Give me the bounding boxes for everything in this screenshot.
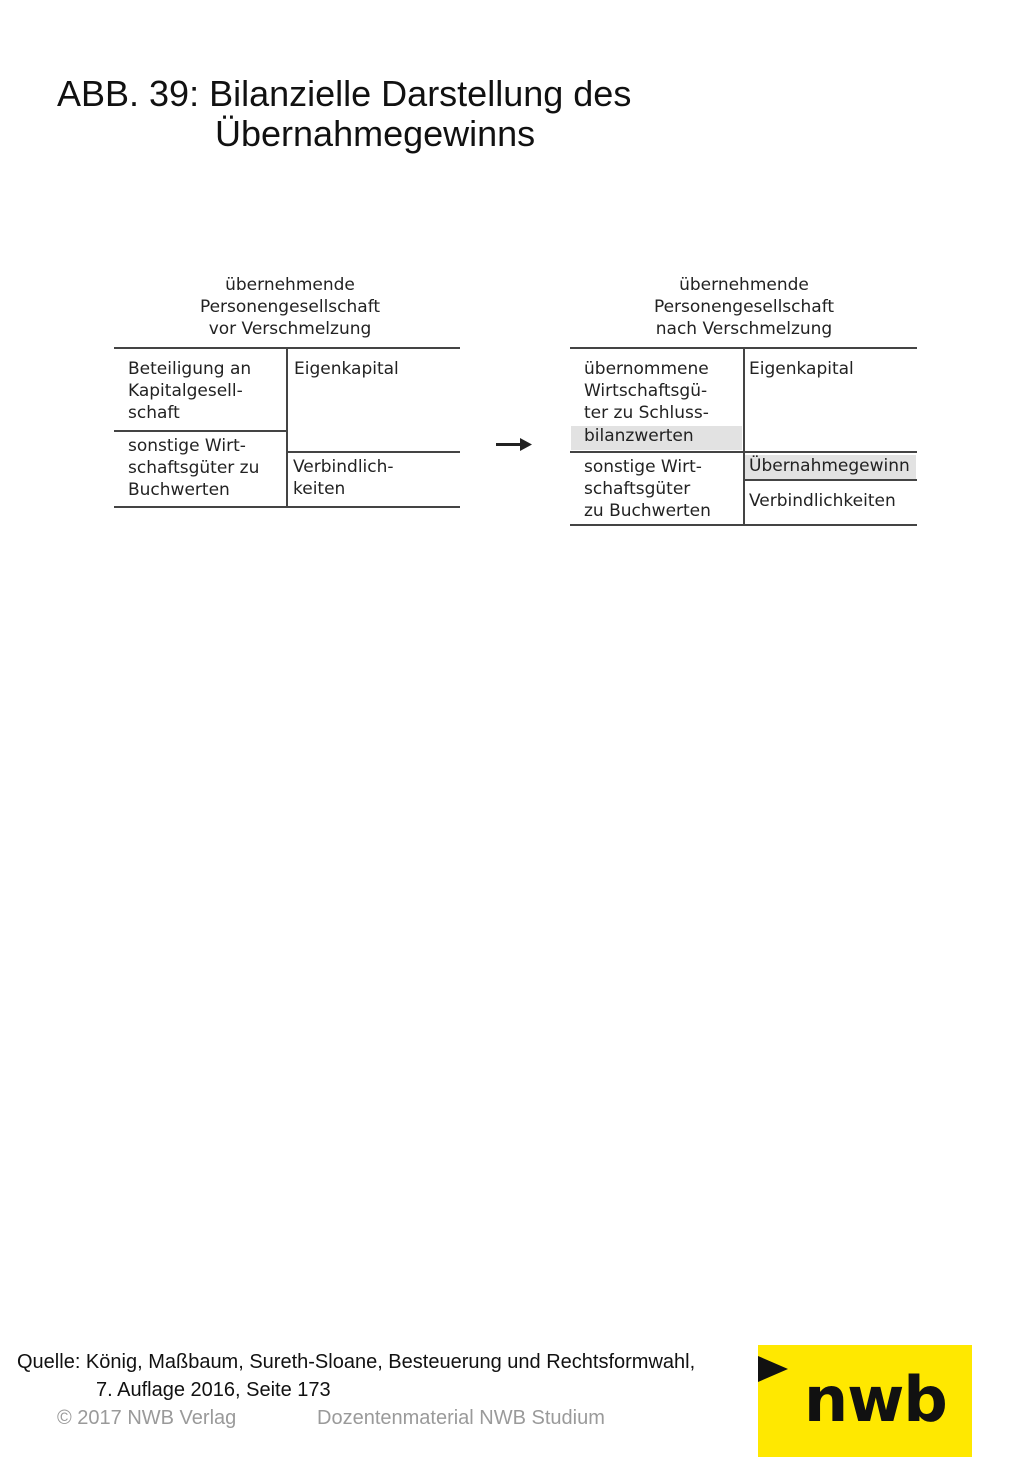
sheet-before-header: übernehmende Personengesellschaft vor Verschmelzung xyxy=(199,275,381,339)
sheet-before-right-bottom: Verbindlich- keiten xyxy=(293,457,394,499)
bottom-rule xyxy=(114,506,460,508)
source-line-2: 7. Auflage 2016, Seite 173 xyxy=(96,1379,331,1401)
sheet-after-left-bottom: sonstige Wirt- schaftsgüter zu Buchwerten xyxy=(584,457,711,521)
left-divider xyxy=(114,430,287,432)
right-divider xyxy=(287,451,460,453)
sheet-after-left-top-highlight: bilanzwerten xyxy=(584,426,694,446)
logo-text: nwb xyxy=(804,1363,947,1436)
center-rule xyxy=(286,347,288,508)
right-divider xyxy=(745,479,917,481)
sheet-after-right-bottom: Verbindlichkeiten xyxy=(749,491,896,511)
page-title xyxy=(57,74,631,154)
sheet-after-right-middle: Übernahmegewinn xyxy=(749,456,910,476)
sheet-before-right-top: Eigenkapital xyxy=(294,359,399,379)
title-line-2: Übernahmegewinns xyxy=(215,113,536,154)
material-note: Dozentenmaterial NWB Studium xyxy=(317,1407,605,1429)
bottom-rule xyxy=(570,524,917,526)
sheet-after-right-top: Eigenkapital xyxy=(749,359,854,379)
sheet-after-left-top: übernommene Wirtschaftsgü- ter zu Schluss- xyxy=(584,359,709,423)
copyright: © 2017 NWB Verlag xyxy=(57,1407,237,1429)
source-line-1: Quelle: König, Maßbaum, Sureth-Sloane, Besteuerung und Rechtsformwahl, xyxy=(17,1351,696,1373)
sheet-before-left-top: Beteiligung an Kapitalgesell- schaft xyxy=(128,359,252,423)
play-icon xyxy=(758,1356,788,1382)
center-rule xyxy=(743,347,745,526)
nwb-logo xyxy=(758,1345,972,1457)
sheet-after-header: übernehmende Personengesellschaft nach Verschmelzung xyxy=(653,275,835,339)
title-line-1: ABB. 39: Bilanzielle Darstellung des xyxy=(57,73,632,114)
right-arrow-icon xyxy=(496,435,536,455)
source-citation xyxy=(17,1348,695,1404)
sheet-before-left-bottom: sonstige Wirt- schaftsgüter zu Buchwerten xyxy=(128,436,260,500)
middle-rule xyxy=(570,451,917,453)
